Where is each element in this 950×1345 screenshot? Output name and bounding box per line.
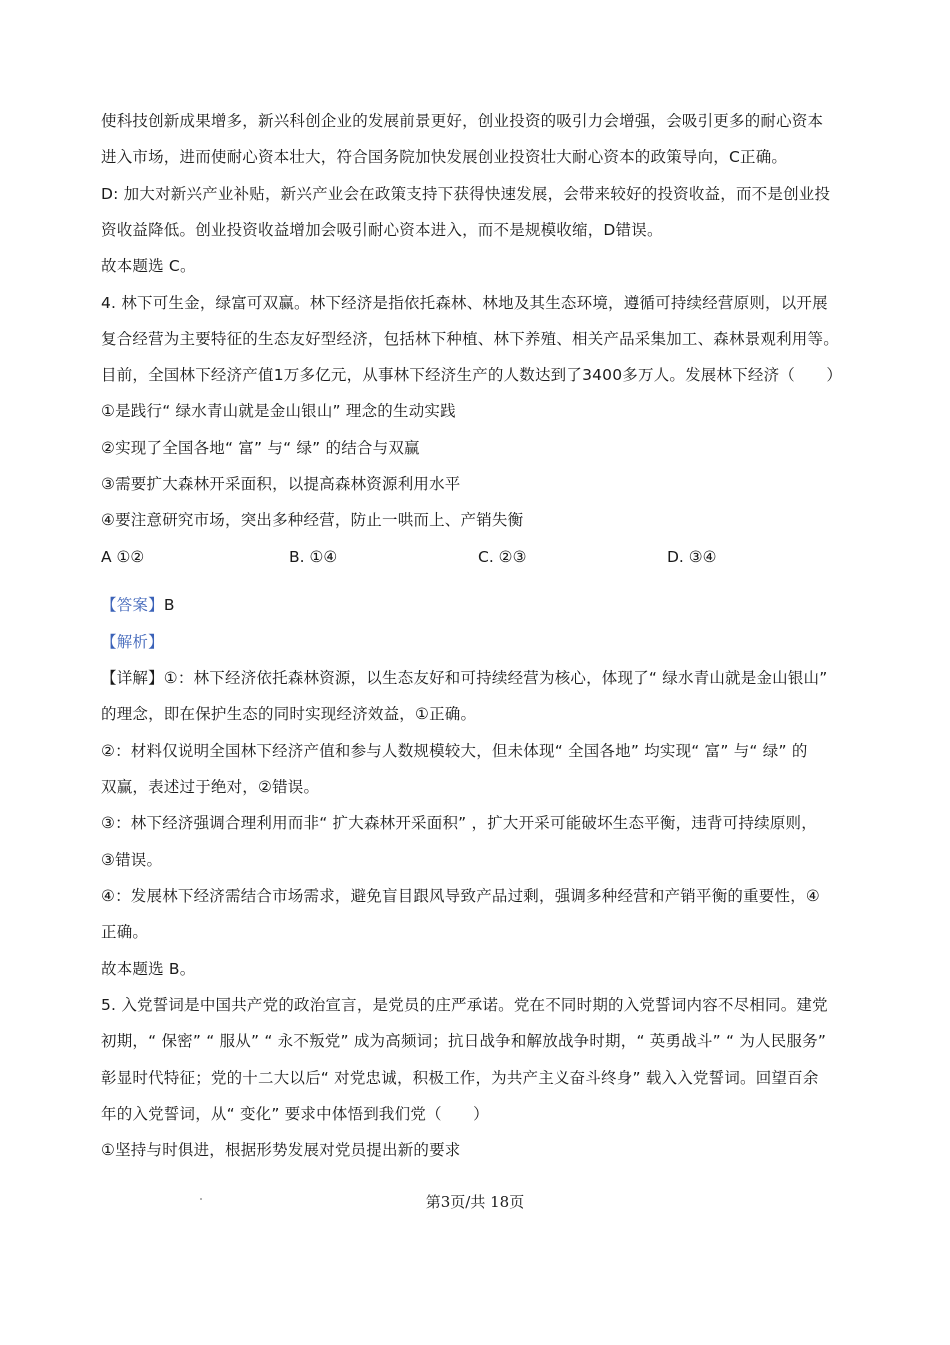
detail-line: ③错误。 (101, 851, 163, 869)
conclusion-line: 故本题选 C。 (101, 257, 196, 275)
detail-line: 【详解】①：林下经济依托森林资源，以生态友好和可持续经营为核心，体现了“ 绿水青山就是金山银山” (101, 669, 828, 687)
detail-line: ②：材料仅说明全国林下经济产值和参与人数规模较大，但未体现“ 全国各地” 均实现“ 富” 与“ 绿” 的 (101, 742, 808, 760)
question-5-stem: 彰显时代特征；党的十二大以后“ 对党忠诚，积极工作，为共产主义奋斗终身” 载入入党誓词。回望百余 (101, 1069, 819, 1087)
statement-2: ②实现了全国各地“ 富” 与“ 绿” 的结合与双赢 (101, 439, 420, 457)
option-a: A ①② (101, 548, 145, 566)
answer-value: B (163, 596, 175, 614)
detail-line: 的理念，即在保护生态的同时实现经济效益，①正确。 (101, 705, 477, 723)
statement-4: ④要注意研究市场，突出多种经营，防止一哄而上、产销失衡 (101, 511, 524, 529)
statement-1: ①是践行“ 绿水青山就是金山银山” 理念的生动实践 (101, 402, 456, 420)
statement-1: ①坚持与时俱进，根据形势发展对党员提出新的要求 (101, 1141, 461, 1159)
paragraph-line: D: 加大对新兴产业补贴，新兴产业会在政策支持下获得快速发展，会带来较好的投资收益，而不是创业投 (101, 185, 831, 203)
option-b: B. ①④ (289, 548, 338, 566)
question-5-stem: 年的入党誓词，从“ 变化” 要求中体悟到我们党（ ） (101, 1105, 489, 1123)
paragraph-line: 使科技创新成果增多，新兴科创企业的发展前景更好，创业投资的吸引力会增强，会吸引更多的耐心资本 (101, 112, 824, 130)
statement-3: ③需要扩大森林开采面积，以提高森林资源利用水平 (101, 475, 461, 493)
question-5-stem: 初期，“ 保密” “ 服从” “ 永不叛党” 成为高频词；抗日战争和解放战争时期，“ 英勇战斗” “ 为人民服务” (101, 1032, 827, 1050)
question-5-stem: 5. 入党誓词是中国共产党的政治宣言，是党员的庄严承诺。党在不同时期的入党誓词内容不尽相同。建党 (101, 996, 828, 1014)
paragraph-line: 资收益降低。创业投资收益增加会吸引耐心资本进入，而不是规模收缩，D错误。 (101, 221, 663, 239)
conclusion-line: 故本题选 B。 (101, 960, 196, 978)
question-4-stem: 目前，全国林下经济产值1万多亿元，从事林下经济生产的人数达到了3400多万人。发展林下经济（ ） (101, 366, 843, 384)
question-4-stem: 复合经营为主要特征的生态友好型经济，包括林下种植、林下养殖、相关产品采集加工、森林景观利用等。 (101, 330, 839, 348)
detail-line: ④：发展林下经济需结合市场需求，避免盲目跟风导致产品过剩，强调多种经营和产销平衡的重要性，④ (101, 887, 820, 905)
question-4-stem: 4. 林下可生金，绿富可双赢。林下经济是指依托森林、林地及其生态环境，遵循可持续经营原则，以开展 (101, 294, 828, 312)
answer-label: 【答案】 (101, 596, 164, 614)
analysis-label: 【解析】 (101, 633, 164, 651)
detail-line: ③：林下经济强调合理利用而非“ 扩大森林开采面积” ，扩大开采可能破坏生态平衡，违背可持续原则， (101, 814, 817, 832)
detail-line: 双赢，表述过于绝对，②错误。 (101, 778, 320, 796)
answer-line (101, 595, 871, 615)
option-c: C. ②③ (478, 548, 527, 566)
paragraph-line: 进入市场，进而使耐心资本壮大，符合国务院加快发展创业投资壮大耐心资本的政策导向，C正确。 (101, 148, 788, 166)
detail-line: 正确。 (101, 923, 149, 941)
page-number: 第3页/共 18页 (425, 1193, 525, 1211)
option-d: D. ③④ (667, 548, 717, 566)
